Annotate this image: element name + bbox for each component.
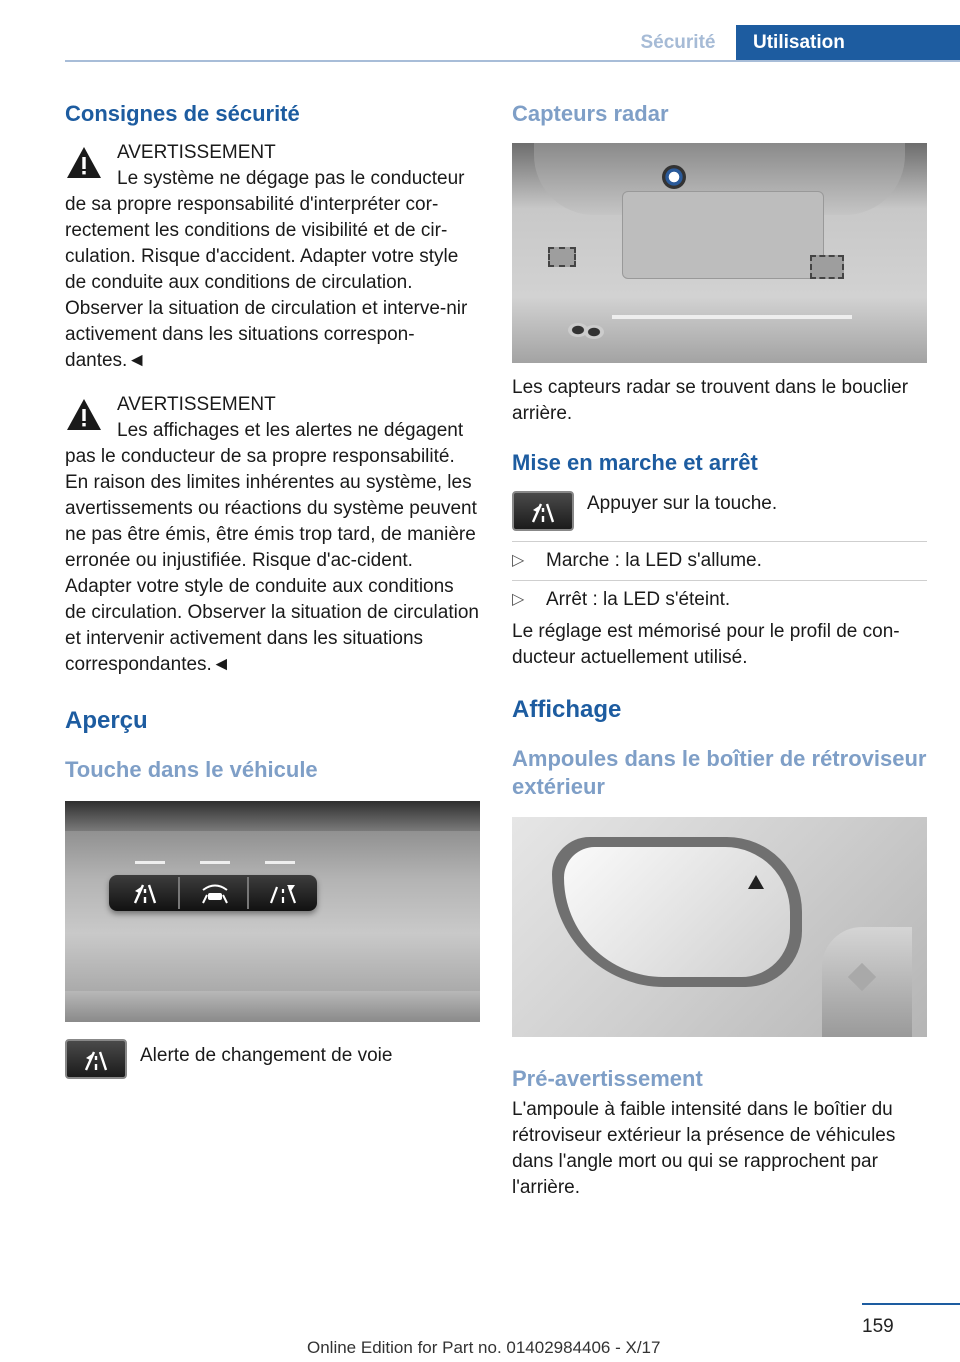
heading-safety: Consignes de sécurité: [65, 101, 300, 126]
button-panel-image: [65, 801, 480, 1022]
warning-tag-2: AVERTISSEMENT: [117, 394, 276, 415]
footer-rule: [862, 1303, 960, 1305]
heading-radar: Capteurs radar: [512, 101, 669, 126]
bullet-divider: [512, 541, 927, 542]
right-column: [512, 100, 927, 1201]
prewarn-text: L'ampoule à faible intensité dans le boîtier du rétroviseur extérieur la présence de véhicules dans l'angle mort ou qui se rapprochent par l'arrière.: [512, 1099, 896, 1198]
mirror-image: [512, 817, 927, 1037]
memorized-text: Le réglage est mémorisé pour le profil de con-ducteur actuellement utilisé.: [512, 621, 900, 668]
heading-button: Touche dans le véhicule: [65, 757, 318, 782]
heading-onoff: Mise en marche et arrêt: [512, 450, 758, 475]
warning-block-1: [65, 140, 480, 374]
heading-display: Affichage: [512, 696, 622, 723]
lane-departure-icon: [267, 881, 299, 905]
bullet-triangle-icon: ▷: [512, 591, 525, 608]
header-chapter-tab: Utilisation: [736, 25, 960, 61]
warning-icon: [65, 144, 103, 182]
list-item: [512, 548, 927, 574]
button-caption-row: [65, 1039, 480, 1083]
lane-change-icon: [82, 1048, 112, 1072]
bullet-text: Arrêt : la LED s'éteint.: [546, 589, 731, 610]
bullet-divider: [512, 580, 927, 581]
warning-tag-1: AVERTISSEMENT: [117, 142, 276, 163]
lane-change-icon: [529, 500, 559, 524]
edition-note: Online Edition for Part no. 01402984406 - X/17: [307, 1338, 661, 1357]
lane-change-icon: [131, 881, 161, 905]
button-caption: Alerte de changement de voie: [140, 1045, 393, 1066]
heading-prewarn: Pré-avertissement: [512, 1066, 703, 1091]
warning-text-1: Le système ne dégage pas le conducteur de sa propre responsabilité d'interpréter cor-rectement les conditions de visibilité et de cir-culation. Risque d'accident. Adapter votre style de conduite aux conditions de circulation. Observer la situation de circulation et interve-nir activement dans les situations correspon-dantes.◄: [65, 168, 468, 371]
warning-icon: [65, 396, 103, 434]
bullet-triangle-icon: ▷: [512, 552, 525, 569]
onoff-row: [512, 491, 927, 535]
lane-change-button: [512, 491, 574, 531]
heading-overview: Aperçu: [65, 707, 148, 734]
lane-change-button: [65, 1039, 127, 1079]
bullet-text: Marche : la LED s'allume.: [546, 550, 762, 571]
bullet-list: [512, 541, 927, 613]
header-section-tab: Sécurité: [640, 32, 716, 53]
onoff-text: Appuyer sur la touche.: [587, 493, 778, 514]
left-column: [65, 100, 480, 1083]
page-number: 159: [862, 1316, 894, 1337]
distance-warning-icon: [199, 881, 231, 905]
radar-text: Les capteurs radar se trouvent dans le bouclier arrière.: [512, 377, 909, 424]
header-rule: [65, 60, 960, 62]
car-rear-image: [512, 143, 927, 363]
warning-block-2: [65, 392, 480, 678]
heading-lamps: Ampoules dans le boîtier de rétroviseur extérieur: [512, 746, 927, 799]
list-item: [512, 587, 927, 613]
warning-text-2: Les affichages et les alertes ne dégagent pas le conducteur de sa propre responsabilité. En raison des limites inhérentes au système, les avertissements ou réactions du système peuvent ne pas être émis, être émis trop tard, de manière erronée ou injustifiée. Risque d'ac-cident. Adapter votre style de conduite aux conditions de circulation. Observer la situation de circulation et intervenir activement dans les situations correspondantes.◄: [65, 420, 479, 675]
